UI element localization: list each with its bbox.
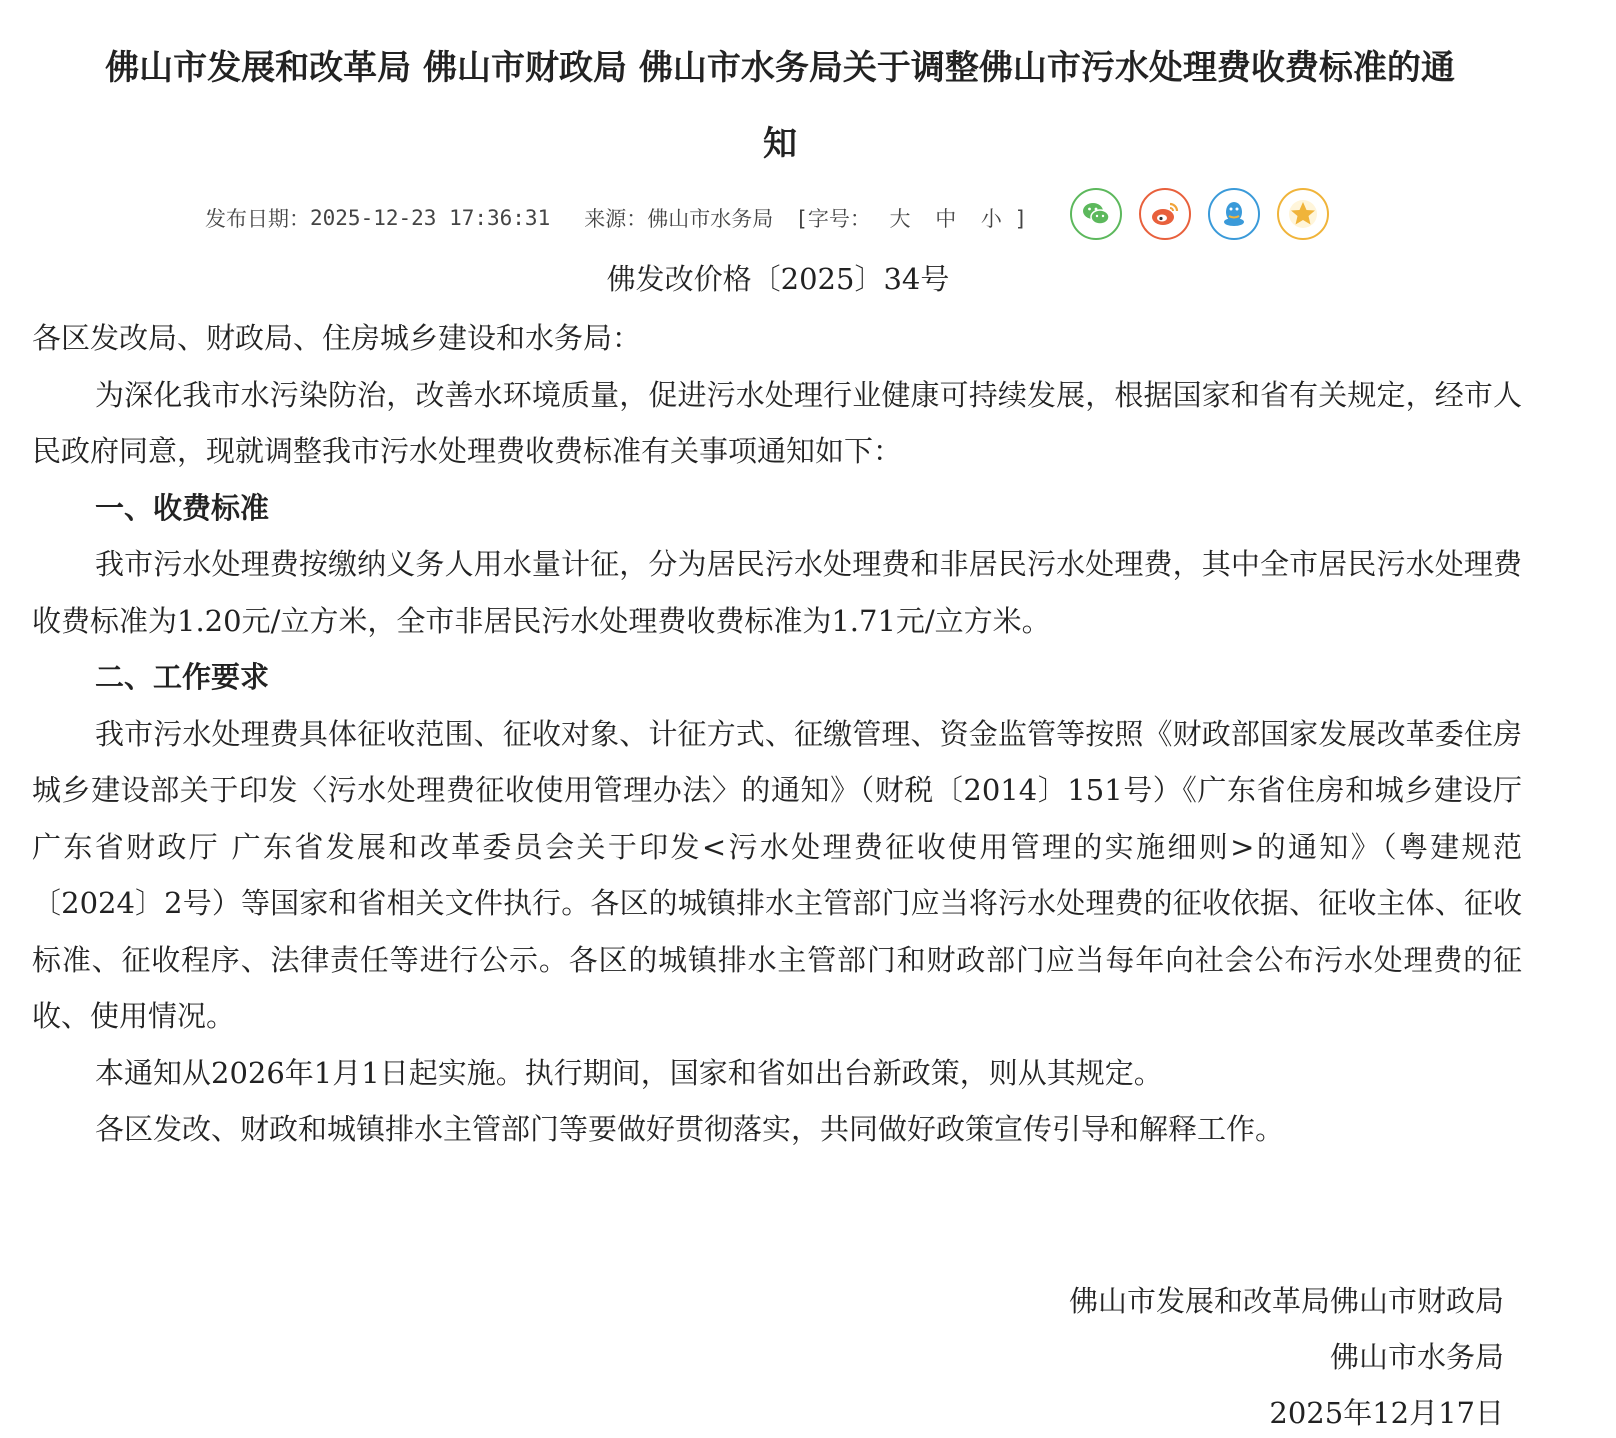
favorite-button[interactable] [1277,188,1329,240]
qq-icon [1217,197,1251,231]
intro-paragraph: 为深化我市水污染防治，改善水环境质量，促进污水处理行业健康可持续发展，根据国家和省有关规定，经市人民政府同意，现就调整我市污水处理费收费标准有关事项通知如下： [32,377,1522,468]
font-size-control [795,203,1027,233]
section-heading-fee-standard: 一、收费标准 [95,490,270,525]
favorite-icon [1286,197,1320,231]
font-size-small-button[interactable]: 小 [980,207,1002,231]
source-label: 来源： [584,207,648,231]
signature-issuer-line1: 佛山市发展和改革局佛山市财政局 [1068,1284,1504,1318]
publish-date-label: 发布日期： [205,207,310,231]
wechat-share-button[interactable] [1070,188,1122,240]
weibo-icon [1148,197,1182,231]
article-title-line1: 佛山市发展和改革局 佛山市财政局 佛山市水务局关于调整佛山市污水处理费收费标准的通 [105,48,1455,88]
document-number: 佛发改价格〔2025〕34号 [606,262,950,296]
font-size-large-button[interactable]: 大 [889,207,911,231]
qq-share-button[interactable] [1208,188,1260,240]
weibo-share-button[interactable] [1139,188,1191,240]
signature-issuer-line2: 佛山市水务局 [1329,1340,1504,1374]
effective-date-paragraph: 本通知从2026年1月1日起实施。执行期间，国家和省如出台新政策，则从其规定。 [95,1055,1163,1090]
font-size-label: [字号： [795,207,871,231]
signature-date: 2025年12月17日 [1269,1396,1504,1430]
closing-paragraph: 各区发改、财政和城镇排水主管部门等要做好贯彻落实，共同做好政策宣传引导和解释工作。 [95,1112,1285,1146]
work-requirements-paragraph: 我市污水处理费具体征收范围、征收对象、计征方式、征缴管理、资金监管等按照《财政部国家发展改革委住房城乡建设部关于印发〈污水处理费征收使用管理办法〉的通知》（财税〔2014〕151号）《广东省住房和城乡建设厅 广东省财政厅 广东省发展和改革委员会关于印发<污水处理费征收使用管理的实施细则>的通知》（粤建规范〔2024〕2号）等国家和省相关文件执行。各区的城镇排水主管部门应当将污水处理费的征收依据、征收主体、征收标准、征收程序、法律责任等进行公示。各区的城镇排水主管部门和财政部门应当每年向社会公布污水处理费的征收、使用情况。 [32,716,1522,1033]
salutation: 各区发改局、财政局、住房城乡建设和水务局： [32,321,642,355]
article-meta [205,188,1027,248]
source-name: 佛山市水务局 [647,207,774,231]
article-body [32,310,1522,1158]
fee-standard-paragraph: 我市污水处理费按缴纳义务人用水量计征，分为居民污水处理费和非居民污水处理费，其中全市居民污水处理费收费标准为1.20元/立方米，全市非居民污水处理费收费标准为1.71元/立方米。 [32,547,1522,638]
article-title [30,30,1530,182]
font-size-close-bracket: ] [1014,207,1028,231]
share-bar [1070,188,1329,240]
article-title-line2: 知 [763,124,797,164]
signature-block [1069,1273,1504,1438]
font-size-medium-button[interactable]: 中 [935,207,957,231]
section-heading-work-requirements: 二、工作要求 [95,660,270,694]
publish-date: 2025-12-23 17:36:31 [310,206,551,230]
wechat-icon [1079,197,1113,231]
